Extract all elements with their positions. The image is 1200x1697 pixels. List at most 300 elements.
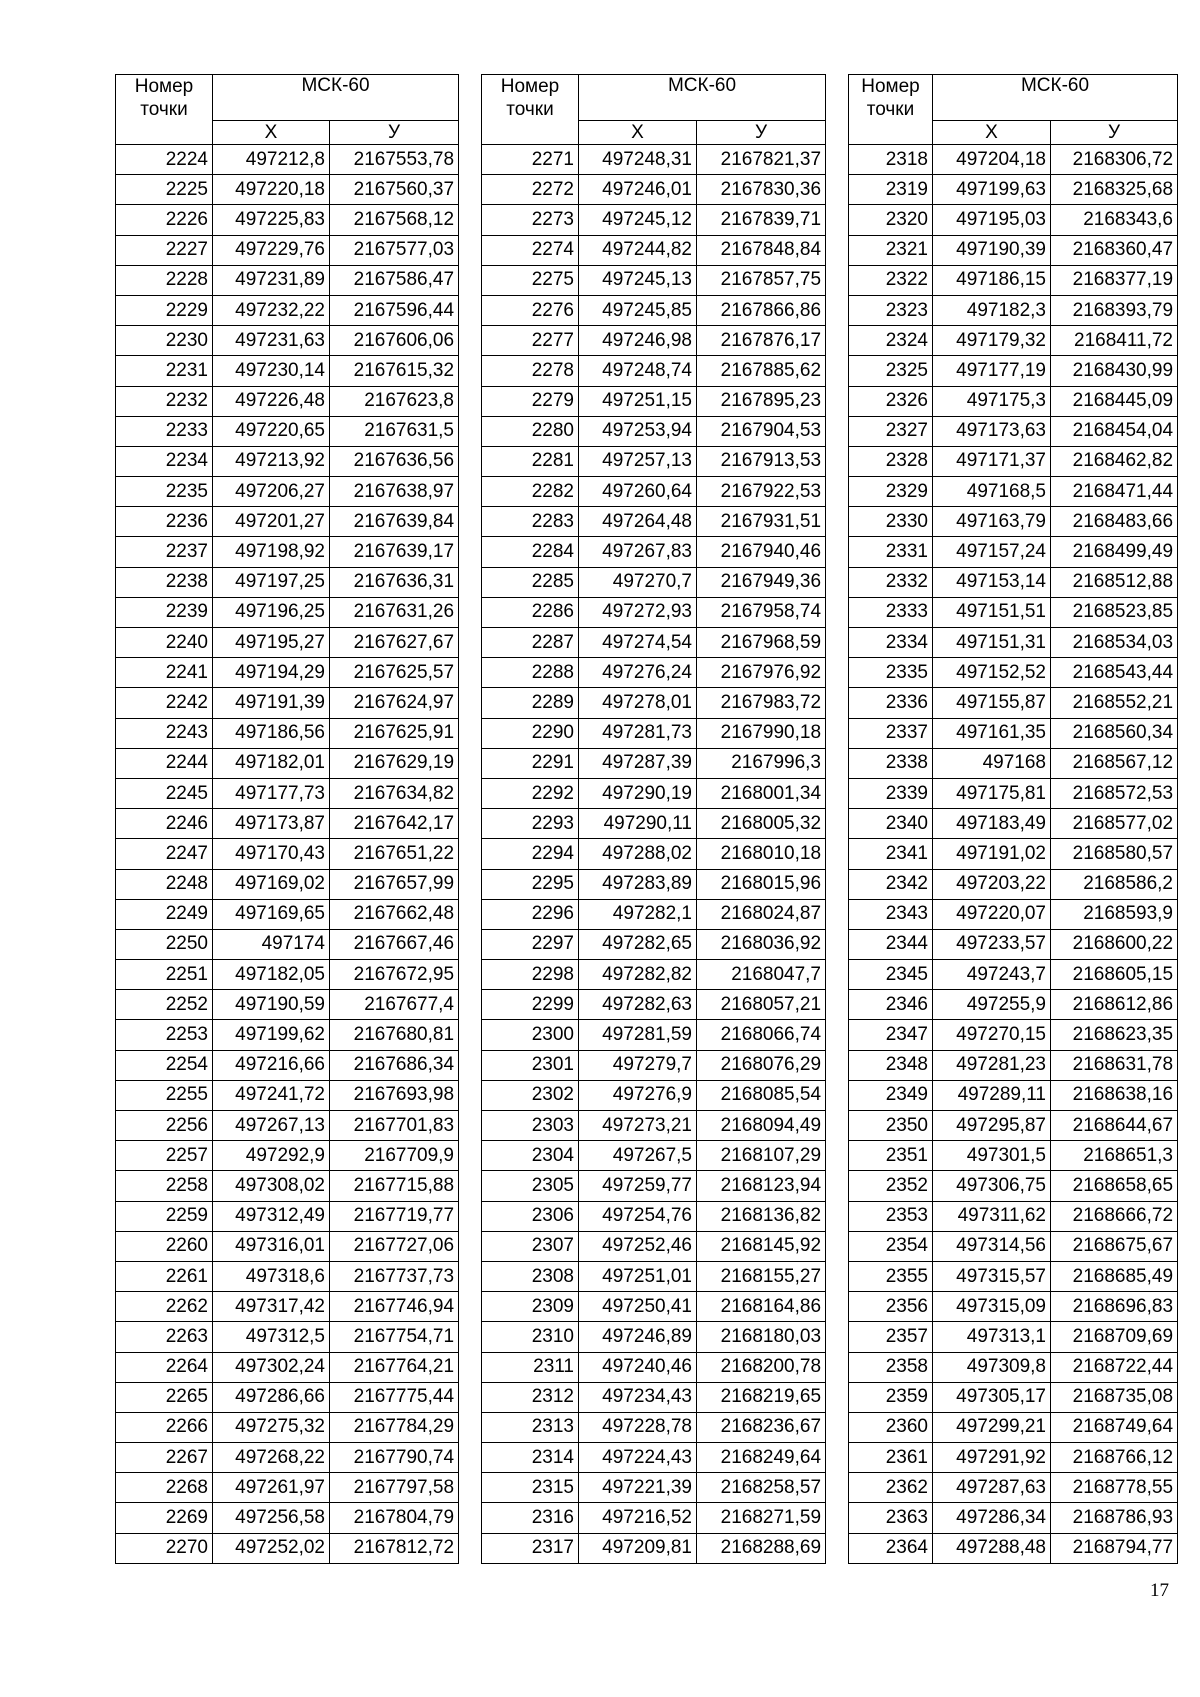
y-coordinate-cell: 2168577,02 (1051, 809, 1178, 839)
table-row (482, 446, 826, 476)
y-coordinate-cell: 2167560,37 (330, 175, 459, 205)
x-coordinate-cell: 497273,21 (579, 1111, 697, 1141)
y-coordinate-cell: 2168612,86 (1051, 990, 1178, 1020)
x-coordinate-cell: 497186,56 (213, 718, 330, 748)
y-coordinate-cell: 2167857,75 (697, 265, 826, 295)
table-row (482, 990, 826, 1020)
point-number-cell: 2283 (482, 507, 579, 537)
point-number-cell: 2310 (482, 1322, 579, 1352)
x-coordinate-cell: 497198,92 (213, 537, 330, 567)
y-coordinate-cell: 2167922,53 (697, 477, 826, 507)
table-row (116, 869, 459, 899)
point-number-cell: 2307 (482, 1231, 579, 1261)
point-number-cell: 2355 (849, 1261, 933, 1291)
table-row (116, 1201, 459, 1231)
table-row (482, 537, 826, 567)
y-coordinate-cell: 2168057,21 (697, 990, 826, 1020)
x-coordinate-cell: 497216,52 (579, 1503, 697, 1533)
x-coordinate-cell: 497179,32 (933, 326, 1051, 356)
table-row (849, 658, 1178, 688)
y-coordinate-cell: 2167839,71 (697, 205, 826, 235)
y-coordinate-cell: 2167636,56 (330, 446, 459, 476)
table-row (849, 1443, 1178, 1473)
x-coordinate-cell: 497255,9 (933, 990, 1051, 1020)
point-number-cell: 2322 (849, 265, 933, 295)
y-coordinate-cell: 2168180,03 (697, 1322, 826, 1352)
point-number-cell: 2263 (116, 1322, 213, 1352)
point-number-cell: 2315 (482, 1473, 579, 1503)
y-coordinate-cell: 2168580,57 (1051, 839, 1178, 869)
table-row (849, 839, 1178, 869)
table-row (849, 1231, 1178, 1261)
table-row (482, 1473, 826, 1503)
x-coordinate-cell: 497186,15 (933, 265, 1051, 295)
table-row (482, 326, 826, 356)
table-row (482, 869, 826, 899)
x-coordinate-cell: 497254,76 (579, 1201, 697, 1231)
table-row (482, 929, 826, 959)
table-row (116, 477, 459, 507)
x-coordinate-cell: 497299,21 (933, 1412, 1051, 1442)
point-number-cell: 2233 (116, 416, 213, 446)
coordinate-table-1 (115, 74, 459, 1564)
point-number-cell: 2275 (482, 265, 579, 295)
table-row (116, 658, 459, 688)
y-coordinate-cell: 2168024,87 (697, 899, 826, 929)
y-coordinate-cell: 2167709,9 (330, 1141, 459, 1171)
table-row (116, 265, 459, 295)
y-coordinate-cell: 2167651,22 (330, 839, 459, 869)
table-row (116, 537, 459, 567)
y-coordinate-cell: 2168560,34 (1051, 718, 1178, 748)
y-coordinate-cell: 2168010,18 (697, 839, 826, 869)
point-number-cell: 2278 (482, 356, 579, 386)
x-coordinate-cell: 497243,7 (933, 960, 1051, 990)
x-coordinate-cell: 497191,39 (213, 688, 330, 718)
point-number-cell: 2286 (482, 597, 579, 627)
point-number-cell: 2306 (482, 1201, 579, 1231)
x-coordinate-cell: 497281,59 (579, 1020, 697, 1050)
point-number-cell: 2293 (482, 809, 579, 839)
point-number-cell: 2288 (482, 658, 579, 688)
point-number-cell: 2330 (849, 507, 933, 537)
point-number-cell: 2300 (482, 1020, 579, 1050)
x-coordinate-cell: 497252,02 (213, 1533, 330, 1563)
y-coordinate-cell: 2168605,15 (1051, 960, 1178, 990)
point-number-cell: 2246 (116, 809, 213, 839)
x-coordinate-cell: 497318,6 (213, 1261, 330, 1291)
table-row (116, 1141, 459, 1171)
point-number-cell: 2279 (482, 386, 579, 416)
table-row (116, 809, 459, 839)
header-coordinate-system: МСК-60 (213, 75, 459, 121)
x-coordinate-cell: 497264,48 (579, 507, 697, 537)
x-coordinate-cell: 497240,46 (579, 1352, 697, 1382)
x-coordinate-cell: 497289,11 (933, 1080, 1051, 1110)
x-coordinate-cell: 497245,12 (579, 205, 697, 235)
point-number-cell: 2226 (116, 205, 213, 235)
y-coordinate-cell: 2167625,57 (330, 658, 459, 688)
y-coordinate-cell: 2167686,34 (330, 1050, 459, 1080)
y-coordinate-cell: 2167775,44 (330, 1382, 459, 1412)
y-coordinate-cell: 2168076,29 (697, 1050, 826, 1080)
point-number-cell: 2309 (482, 1292, 579, 1322)
y-coordinate-cell: 2168567,12 (1051, 748, 1178, 778)
point-number-cell: 2294 (482, 839, 579, 869)
x-coordinate-cell: 497278,01 (579, 688, 697, 718)
x-coordinate-cell: 497290,19 (579, 778, 697, 808)
point-number-cell: 2348 (849, 1050, 933, 1080)
x-coordinate-cell: 497302,24 (213, 1352, 330, 1382)
point-number-cell: 2311 (482, 1352, 579, 1382)
y-coordinate-cell: 2167949,36 (697, 567, 826, 597)
x-coordinate-cell: 497197,25 (213, 567, 330, 597)
table-row (482, 265, 826, 295)
x-coordinate-cell: 497175,3 (933, 386, 1051, 416)
table-row (116, 1171, 459, 1201)
x-coordinate-cell: 497151,51 (933, 597, 1051, 627)
y-coordinate-cell: 2167627,67 (330, 628, 459, 658)
x-coordinate-cell: 497232,22 (213, 295, 330, 325)
x-coordinate-cell: 497314,56 (933, 1231, 1051, 1261)
point-number-cell: 2316 (482, 1503, 579, 1533)
x-coordinate-cell: 497233,57 (933, 929, 1051, 959)
point-number-cell: 2248 (116, 869, 213, 899)
point-number-cell: 2292 (482, 778, 579, 808)
table-row (849, 1412, 1178, 1442)
table-row (482, 1231, 826, 1261)
table-row (116, 597, 459, 627)
table-row (849, 1352, 1178, 1382)
header-y: У (697, 121, 826, 145)
table-row (849, 778, 1178, 808)
y-coordinate-cell: 2167634,82 (330, 778, 459, 808)
table-row (116, 175, 459, 205)
y-coordinate-cell: 2167931,51 (697, 507, 826, 537)
table-row (116, 990, 459, 1020)
point-number-cell: 2257 (116, 1141, 213, 1171)
x-coordinate-cell: 497177,19 (933, 356, 1051, 386)
table-row (849, 718, 1178, 748)
x-coordinate-cell: 497170,43 (213, 839, 330, 869)
point-number-cell: 2285 (482, 567, 579, 597)
y-coordinate-cell: 2168572,53 (1051, 778, 1178, 808)
point-number-cell: 2338 (849, 748, 933, 778)
x-coordinate-cell: 497196,25 (213, 597, 330, 627)
y-coordinate-cell: 2167715,88 (330, 1171, 459, 1201)
table-row (482, 658, 826, 688)
y-coordinate-cell: 2168543,44 (1051, 658, 1178, 688)
table-row (849, 295, 1178, 325)
x-coordinate-cell: 497292,9 (213, 1141, 330, 1171)
x-coordinate-cell: 497246,89 (579, 1322, 697, 1352)
point-number-cell: 2323 (849, 295, 933, 325)
x-coordinate-cell: 497173,63 (933, 416, 1051, 446)
y-coordinate-cell: 2167848,84 (697, 235, 826, 265)
x-coordinate-cell: 497241,72 (213, 1080, 330, 1110)
y-coordinate-cell: 2168778,55 (1051, 1473, 1178, 1503)
point-number-cell: 2237 (116, 537, 213, 567)
x-coordinate-cell: 497256,58 (213, 1503, 330, 1533)
header-x: Х (213, 121, 330, 145)
table-row (482, 960, 826, 990)
x-coordinate-cell: 497168 (933, 748, 1051, 778)
point-number-cell: 2345 (849, 960, 933, 990)
point-number-cell: 2239 (116, 597, 213, 627)
x-coordinate-cell: 497182,05 (213, 960, 330, 990)
point-number-cell: 2276 (482, 295, 579, 325)
table-row (116, 718, 459, 748)
x-coordinate-cell: 497283,89 (579, 869, 697, 899)
table-row (849, 899, 1178, 929)
x-coordinate-cell: 497182,01 (213, 748, 330, 778)
x-coordinate-cell: 497287,39 (579, 748, 697, 778)
table-row (116, 386, 459, 416)
x-coordinate-cell: 497260,64 (579, 477, 697, 507)
x-coordinate-cell: 497183,49 (933, 809, 1051, 839)
y-coordinate-cell: 2168123,94 (697, 1171, 826, 1201)
x-coordinate-cell: 497226,48 (213, 386, 330, 416)
y-coordinate-cell: 2167577,03 (330, 235, 459, 265)
y-coordinate-cell: 2168623,35 (1051, 1020, 1178, 1050)
y-coordinate-cell: 2168015,96 (697, 869, 826, 899)
point-number-cell: 2290 (482, 718, 579, 748)
coordinate-table-2 (481, 74, 826, 1564)
x-coordinate-cell: 497281,23 (933, 1050, 1051, 1080)
y-coordinate-cell: 2167812,72 (330, 1533, 459, 1563)
table-row (482, 1503, 826, 1533)
table-row (116, 748, 459, 778)
x-coordinate-cell: 497224,43 (579, 1443, 697, 1473)
x-coordinate-cell: 497204,18 (933, 145, 1051, 175)
x-coordinate-cell: 497282,65 (579, 929, 697, 959)
y-coordinate-cell: 2167821,37 (697, 145, 826, 175)
y-coordinate-cell: 2168306,72 (1051, 145, 1178, 175)
header-coordinate-system: МСК-60 (579, 75, 826, 121)
table-row (849, 265, 1178, 295)
x-coordinate-cell: 497168,5 (933, 477, 1051, 507)
y-coordinate-cell: 2168343,6 (1051, 205, 1178, 235)
point-number-cell: 2241 (116, 658, 213, 688)
y-coordinate-cell: 2167940,46 (697, 537, 826, 567)
table-row (116, 929, 459, 959)
point-number-cell: 2243 (116, 718, 213, 748)
y-coordinate-cell: 2167624,97 (330, 688, 459, 718)
x-coordinate-cell: 497248,74 (579, 356, 697, 386)
x-coordinate-cell: 497309,8 (933, 1352, 1051, 1382)
x-coordinate-cell: 497245,13 (579, 265, 697, 295)
point-number-cell: 2268 (116, 1473, 213, 1503)
point-number-cell: 2267 (116, 1443, 213, 1473)
y-coordinate-cell: 2168258,57 (697, 1473, 826, 1503)
y-coordinate-cell: 2167983,72 (697, 688, 826, 718)
table-row (849, 1111, 1178, 1141)
point-number-cell: 2231 (116, 356, 213, 386)
y-coordinate-cell: 2167667,46 (330, 929, 459, 959)
point-number-cell: 2299 (482, 990, 579, 1020)
point-number-cell: 2266 (116, 1412, 213, 1442)
table-row (482, 1443, 826, 1473)
x-coordinate-cell: 497276,9 (579, 1080, 697, 1110)
table-row (482, 778, 826, 808)
point-number-cell: 2273 (482, 205, 579, 235)
x-coordinate-cell: 497275,32 (213, 1412, 330, 1442)
table-row (116, 960, 459, 990)
table-row (482, 295, 826, 325)
x-coordinate-cell: 497221,39 (579, 1473, 697, 1503)
point-number-cell: 2332 (849, 567, 933, 597)
table-row (482, 356, 826, 386)
point-number-cell: 2337 (849, 718, 933, 748)
point-number-cell: 2356 (849, 1292, 933, 1322)
header-point-number: Номер точки (482, 75, 579, 145)
point-number-cell: 2336 (849, 688, 933, 718)
table-row (482, 1412, 826, 1442)
x-coordinate-cell: 497213,92 (213, 446, 330, 476)
point-number-cell: 2328 (849, 446, 933, 476)
table-row (482, 1382, 826, 1412)
point-number-cell: 2251 (116, 960, 213, 990)
point-number-cell: 2274 (482, 235, 579, 265)
x-coordinate-cell: 497311,62 (933, 1201, 1051, 1231)
table-row (482, 1171, 826, 1201)
point-number-cell: 2271 (482, 145, 579, 175)
point-number-cell: 2333 (849, 597, 933, 627)
x-coordinate-cell: 497245,85 (579, 295, 697, 325)
y-coordinate-cell: 2168085,54 (697, 1080, 826, 1110)
point-number-cell: 2324 (849, 326, 933, 356)
point-number-cell: 2224 (116, 145, 213, 175)
point-number-cell: 2321 (849, 235, 933, 265)
y-coordinate-cell: 2168735,08 (1051, 1382, 1178, 1412)
y-coordinate-cell: 2167990,18 (697, 718, 826, 748)
table-row (849, 567, 1178, 597)
point-number-cell: 2255 (116, 1080, 213, 1110)
page-number: 17 (1150, 1580, 1169, 1601)
point-number-cell: 2347 (849, 1020, 933, 1050)
x-coordinate-cell: 497250,41 (579, 1292, 697, 1322)
y-coordinate-cell: 2168445,09 (1051, 386, 1178, 416)
point-number-cell: 2352 (849, 1171, 933, 1201)
point-number-cell: 2265 (116, 1382, 213, 1412)
y-coordinate-cell: 2168005,32 (697, 809, 826, 839)
point-number-cell: 2284 (482, 537, 579, 567)
table-row (482, 809, 826, 839)
x-coordinate-cell: 497312,49 (213, 1201, 330, 1231)
x-coordinate-cell: 497157,24 (933, 537, 1051, 567)
point-number-cell: 2329 (849, 477, 933, 507)
x-coordinate-cell: 497199,62 (213, 1020, 330, 1050)
x-coordinate-cell: 497195,27 (213, 628, 330, 658)
y-coordinate-cell: 2168786,93 (1051, 1503, 1178, 1533)
x-coordinate-cell: 497201,27 (213, 507, 330, 537)
point-number-cell: 2256 (116, 1111, 213, 1141)
table-row (116, 628, 459, 658)
x-coordinate-cell: 497169,65 (213, 899, 330, 929)
y-coordinate-cell: 2168430,99 (1051, 356, 1178, 386)
point-number-cell: 2320 (849, 205, 933, 235)
x-coordinate-cell: 497246,98 (579, 326, 697, 356)
point-number-cell: 2319 (849, 175, 933, 205)
y-coordinate-cell: 2167631,26 (330, 597, 459, 627)
x-coordinate-cell: 497216,66 (213, 1050, 330, 1080)
x-coordinate-cell: 497268,22 (213, 1443, 330, 1473)
x-coordinate-cell: 497279,7 (579, 1050, 697, 1080)
table-row (849, 507, 1178, 537)
y-coordinate-cell: 2167615,32 (330, 356, 459, 386)
point-number-cell: 2301 (482, 1050, 579, 1080)
y-coordinate-cell: 2167913,53 (697, 446, 826, 476)
x-coordinate-cell: 497228,78 (579, 1412, 697, 1442)
table-row (849, 960, 1178, 990)
x-coordinate-cell: 497252,46 (579, 1231, 697, 1261)
y-coordinate-cell: 2167866,86 (697, 295, 826, 325)
x-coordinate-cell: 497231,63 (213, 326, 330, 356)
table-row (116, 1080, 459, 1110)
x-coordinate-cell: 497301,5 (933, 1141, 1051, 1171)
table-row (482, 416, 826, 446)
point-number-cell: 2234 (116, 446, 213, 476)
point-number-cell: 2357 (849, 1322, 933, 1352)
table-row (849, 990, 1178, 1020)
point-number-cell: 2305 (482, 1171, 579, 1201)
table-row (116, 1503, 459, 1533)
y-coordinate-cell: 2168136,82 (697, 1201, 826, 1231)
table-row (482, 205, 826, 235)
point-number-cell: 2281 (482, 446, 579, 476)
x-coordinate-cell: 497175,81 (933, 778, 1051, 808)
table-row (116, 1352, 459, 1382)
point-number-cell: 2232 (116, 386, 213, 416)
table-row (849, 175, 1178, 205)
y-coordinate-cell: 2168722,44 (1051, 1352, 1178, 1382)
x-coordinate-cell: 497155,87 (933, 688, 1051, 718)
y-coordinate-cell: 2168325,68 (1051, 175, 1178, 205)
table-row (116, 567, 459, 597)
point-number-cell: 2350 (849, 1111, 933, 1141)
table-row (849, 1141, 1178, 1171)
x-coordinate-cell: 497220,07 (933, 899, 1051, 929)
y-coordinate-cell: 2168593,9 (1051, 899, 1178, 929)
point-number-cell: 2287 (482, 628, 579, 658)
x-coordinate-cell: 497286,34 (933, 1503, 1051, 1533)
table-row (849, 145, 1178, 175)
table-row (849, 1080, 1178, 1110)
x-coordinate-cell: 497182,3 (933, 295, 1051, 325)
y-coordinate-cell: 2167553,78 (330, 145, 459, 175)
point-number-cell: 2258 (116, 1171, 213, 1201)
y-coordinate-cell: 2167672,95 (330, 960, 459, 990)
table-row (849, 1382, 1178, 1412)
y-coordinate-cell: 2167631,5 (330, 416, 459, 446)
point-number-cell: 2353 (849, 1201, 933, 1231)
table-row (482, 1020, 826, 1050)
table-row (849, 537, 1178, 567)
x-coordinate-cell: 497313,1 (933, 1322, 1051, 1352)
point-number-cell: 2272 (482, 175, 579, 205)
point-number-cell: 2225 (116, 175, 213, 205)
table-row (116, 326, 459, 356)
point-number-cell: 2242 (116, 688, 213, 718)
y-coordinate-cell: 2168675,67 (1051, 1231, 1178, 1261)
y-coordinate-cell: 2167830,36 (697, 175, 826, 205)
header-x: Х (933, 121, 1051, 145)
y-coordinate-cell: 2168107,29 (697, 1141, 826, 1171)
point-number-cell: 2327 (849, 416, 933, 446)
point-number-cell: 2339 (849, 778, 933, 808)
table-row (482, 1292, 826, 1322)
y-coordinate-cell: 2167625,91 (330, 718, 459, 748)
